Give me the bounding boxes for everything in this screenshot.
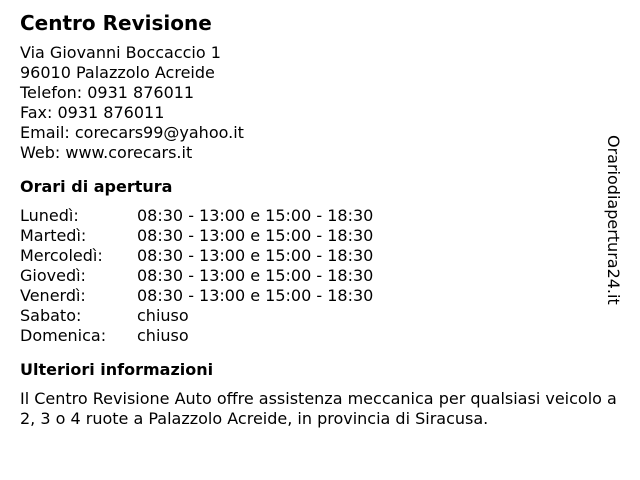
day-label: Martedì: [20,226,87,245]
hours-row-tuesday [20,226,620,246]
day-label: Sabato: [20,306,82,325]
hours-row-sunday [20,326,620,346]
day-hours: 08:30 - 13:00 e 15:00 - 18:30 [137,206,374,225]
day-label: Giovedì: [20,266,86,285]
day-hours: 08:30 - 13:00 e 15:00 - 18:30 [137,246,374,265]
day-hours: chiuso [137,306,189,325]
day-hours: 08:30 - 13:00 e 15:00 - 18:30 [137,266,374,285]
phone-number: Telefon: 0931 876011 [20,83,195,102]
hours-row-friday [20,286,620,306]
fax-number: Fax: 0931 876011 [20,103,165,122]
day-hours: 08:30 - 13:00 e 15:00 - 18:30 [137,286,374,305]
brand-watermark: Orariodiapertura24.it [604,135,623,305]
more-info-text: Il Centro Revisione Auto offre assistenza meccanica per qualsiasi veicolo a 2, 3 o 4 ruote a Palazzolo Acreide, in provincia di Siracusa. [20,389,617,428]
day-label: Venerdì: [20,286,86,305]
address-street: Via Giovanni Boccaccio 1 [20,43,221,62]
day-label: Domenica: [20,326,107,345]
hours-row-thursday [20,266,620,286]
address-city: 96010 Palazzolo Acreide [20,63,215,82]
more-info-heading: Ulteriori informazioni [20,360,214,379]
contact-block [20,43,620,163]
email-address: Email: corecars99@yahoo.it [20,123,244,142]
business-card [20,10,620,429]
day-hours: chiuso [137,326,189,345]
day-hours: 08:30 - 13:00 e 15:00 - 18:30 [137,226,374,245]
opening-hours-heading: Orari di apertura [20,177,173,196]
business-name: Centro Revisione [20,11,212,35]
day-label: Lunedì: [20,206,79,225]
hours-row-wednesday [20,246,620,266]
hours-row-saturday [20,306,620,326]
day-label: Mercoledì: [20,246,103,265]
website: Web: www.corecars.it [20,143,193,162]
opening-hours-list [20,206,620,346]
hours-row-monday [20,206,620,226]
